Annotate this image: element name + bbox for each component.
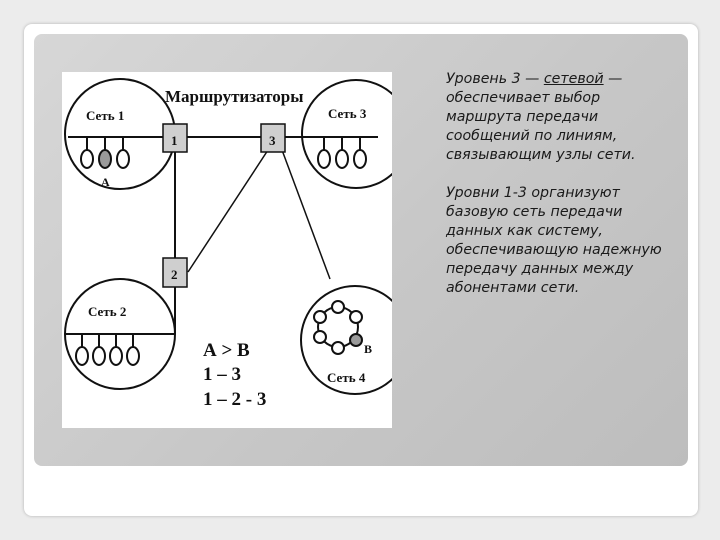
link-2-3 bbox=[188, 150, 268, 272]
host-icon bbox=[332, 301, 344, 313]
router-2-label: 2 bbox=[171, 267, 178, 282]
network-term: сетевой bbox=[543, 71, 604, 87]
host-icon bbox=[318, 150, 330, 168]
network-1-label: Сеть 1 bbox=[86, 108, 125, 123]
network-diagram-svg bbox=[62, 72, 392, 428]
network-3-label: Сеть 3 bbox=[328, 106, 367, 121]
host-icon bbox=[332, 342, 344, 354]
host-icon bbox=[81, 150, 93, 168]
host-icon bbox=[350, 311, 362, 323]
text-column bbox=[446, 70, 676, 317]
host-icon bbox=[76, 347, 88, 365]
network-1-host-label: А bbox=[101, 175, 110, 189]
network-1-circle bbox=[65, 79, 175, 189]
network-2-label: Сеть 2 bbox=[88, 304, 127, 319]
paragraph-base-network: Уровни 1-3 организуют базовую сеть передачи данных как систему, обеспечивающую надежную передачу данных между абонентами сети. bbox=[446, 185, 662, 296]
paragraph-lead: Уровень 3 — bbox=[446, 71, 544, 87]
router-1-label: 1 bbox=[171, 133, 178, 148]
router-3-label: 3 bbox=[269, 133, 276, 148]
link-3-net4 bbox=[282, 150, 330, 279]
host-b-icon bbox=[350, 334, 362, 346]
route-header: А > В bbox=[203, 340, 250, 361]
host-icon bbox=[354, 150, 366, 168]
host-icon bbox=[110, 347, 122, 365]
route-option: 1 – 3 bbox=[203, 364, 241, 385]
diagram-title: Маршрутизаторы bbox=[165, 87, 304, 106]
host-icon bbox=[336, 150, 348, 168]
paragraph-rest: — обеспечивает выбор маршрута передачи сообщений по линиям, связывающим узлы сети. bbox=[446, 71, 636, 163]
host-icon bbox=[314, 331, 326, 343]
paragraph-network-layer bbox=[446, 70, 676, 165]
network-4-host-label: В bbox=[364, 342, 373, 356]
host-a-icon bbox=[99, 150, 111, 168]
network-3-circle bbox=[302, 80, 392, 188]
host-icon bbox=[127, 347, 139, 365]
network-4-label: Сеть 4 bbox=[327, 370, 366, 385]
host-icon bbox=[314, 311, 326, 323]
host-icon bbox=[117, 150, 129, 168]
host-icon bbox=[93, 347, 105, 365]
routing-diagram bbox=[62, 72, 392, 428]
route-option: 1 – 2 - 3 bbox=[203, 389, 267, 410]
